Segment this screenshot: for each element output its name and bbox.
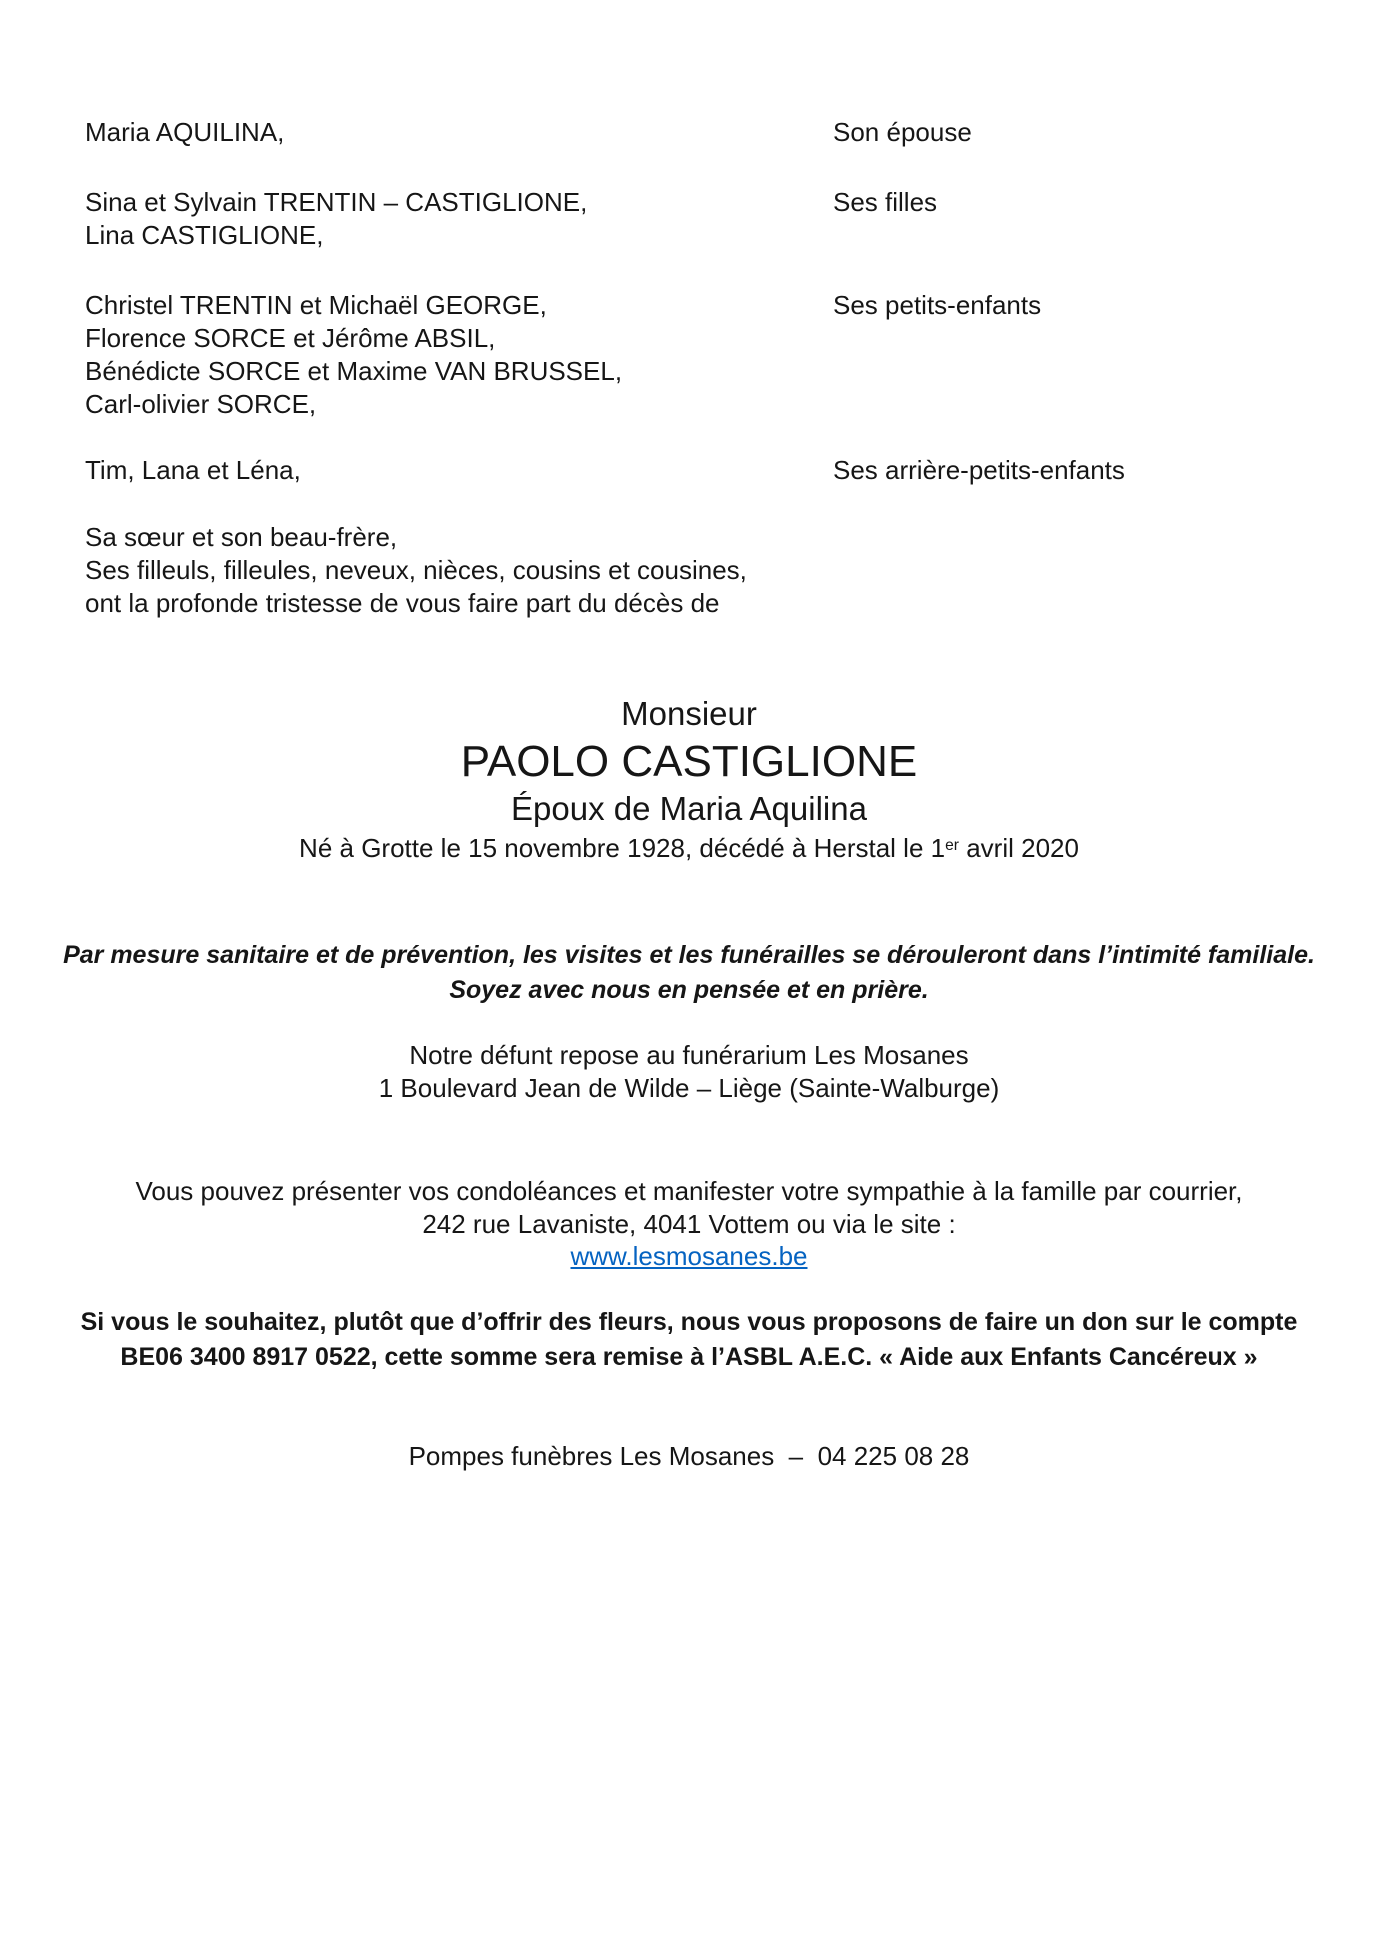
family-row [85,289,1293,421]
family-member-line: Florence SORCE et Jérôme ABSIL, [85,323,496,353]
relation-label: Ses arrière-petits-enfants [833,455,1125,485]
intro-line: ont la profonde tristesse de vous faire part du décès de [85,588,720,618]
deceased-name: PAOLO CASTIGLIONE [460,737,918,786]
relation-label: Son épouse [833,117,972,147]
funeral-home-footer: Pompes funèbres Les Mosanes – 04 225 08 28 [408,1441,970,1471]
intro-paragraph [85,521,1293,620]
sanitary-line: Par mesure sanitaire et de prévention, les visites et les funérailles se dérouleront dans l’intimité familiale. [63,941,1315,969]
relation-label: Ses petits-enfants [833,290,1042,320]
sanitary-notice [0,938,1378,1008]
repose-line: 1 Boulevard Jean de Wilde – Liège (Sainte-Walburge) [378,1073,1000,1103]
family-member-line: Tim, Lana et Léna, [85,455,301,485]
repose-info [0,1039,1378,1105]
intro-line: Ses filleuls, filleules, neveux, nièces, cousins et cousines, [85,555,747,585]
family-row [85,186,1293,252]
relation-label: Ses filles [833,187,938,217]
family-row [85,454,1293,487]
family-member-line: Lina CASTIGLIONE, [85,220,324,250]
donation-line: Si vous le souhaitez, plutôt que d’offrir des fleurs, nous vous proposons de faire un don sur le compte [80,1308,1298,1336]
family-member-line: Sina et Sylvain TRENTIN – CASTIGLIONE, [85,187,588,217]
condolence-line: Vous pouvez présenter vos condoléances et manifester votre sympathie à la famille par courrier, [135,1176,1243,1206]
condolence-line: 242 rue Lavaniste, 4041 Vottem ou via le site : [422,1209,956,1239]
sanitary-line: Soyez avec nous en pensée et en prière. [449,976,929,1004]
family-row [85,116,1293,149]
condolence-info [0,1175,1378,1241]
family-member-line: Bénédicte SORCE et Maxime VAN BRUSSEL, [85,356,623,386]
intro-line: Sa sœur et son beau-frère, [85,522,398,552]
birth-death-suffix: avril 2020 [958,833,1079,863]
spouse-line: Époux de Maria Aquilina [511,790,867,827]
family-member-line: Carl-olivier SORCE, [85,389,317,419]
website-link[interactable]: www.lesmosanes.be [570,1241,808,1271]
birth-death-prefix: Né à Grotte le 15 novembre 1928, décédé à Herstal le 1 [299,833,946,863]
repose-line: Notre défunt repose au funérarium Les Mosanes [409,1040,969,1070]
family-member-line: Christel TRENTIN et Michaël GEORGE, [85,290,547,320]
ordinal-superscript: er [945,836,959,854]
deceased-salutation: Monsieur [621,695,757,732]
website-row [0,1240,1378,1273]
donation-line: BE06 3400 8917 0522, cette somme sera remise à l’ASBL A.E.C. « Aide aux Enfants Cancéreux » [120,1343,1258,1371]
family-member-line: Maria AQUILINA, [85,117,285,147]
donation-notice [0,1305,1378,1375]
birth-death-line [0,832,1378,869]
